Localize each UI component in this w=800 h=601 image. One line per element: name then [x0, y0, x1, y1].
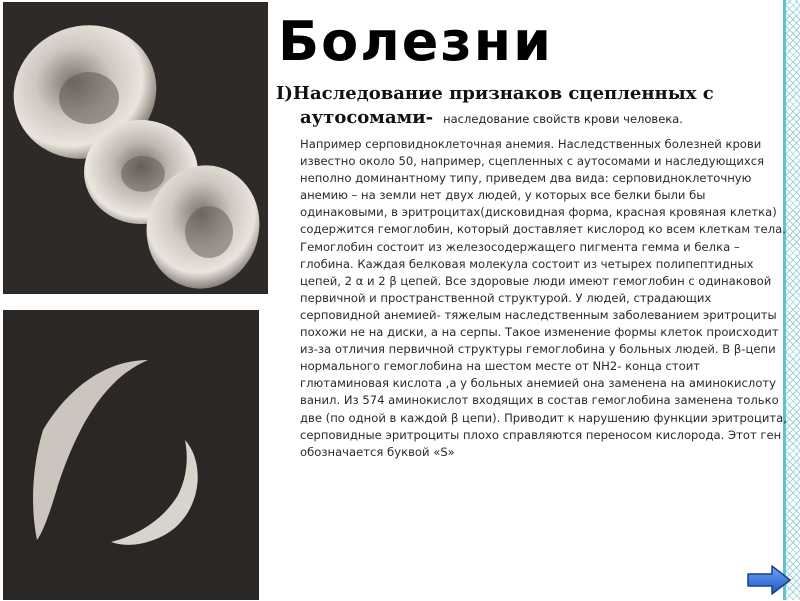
heading-line-1: I)Наследование признаков сцепленных с: [276, 83, 714, 104]
next-slide-button[interactable]: [746, 563, 792, 597]
sickle-cells-photo: [3, 310, 259, 600]
slide-title: Болезни: [278, 10, 553, 73]
arrow-right-icon: [746, 563, 792, 597]
section-heading: [276, 82, 776, 131]
normal-erythrocytes-photo: [3, 2, 268, 294]
heading-line-2-wrap: [276, 106, 776, 131]
heading-line-2: аутосомами-: [300, 107, 434, 128]
heading-inline-text: наследование свойств крови человека.: [443, 112, 683, 126]
body-paragraph: Например серповидноклеточная анемия. Наследственных болезней крови известно около 50, например, сцепленных с аутосомами и наследующихся неполно доминантному типу, приведем два вида: серповидноклеточную анемию – на земли нет двух людей, у которых все белки были бы одинаковыми, в эритроцитах(дисковидная форма, красная кровяная клетка) содержится гемоглобин, который доставляет кислород ко всем клеткам тела. Гемоглобин состоит из железосодержащего пигмента гемма и белка – глобина. Каждая белковая молекула состоит из четырех полипептидных цепей, 2 α и 2 β цепей. Все здоровые люди имеют гемоглобин с одинаковой первичной и пространственной структурой. У людей, страдающих серповидной анемией- тяжелым наследственным заболеванием эритроциты похожи не на диски, а на серпы. Такое изменение формы клеток происходит из-за отличия первичной структуры гемоглобина у больных людей. В β-цепи нормального гемоглобина на шестом месте от NH2- конца стоит глютаминовая кислота ,а у больных анемией она заменена на аминокислоту ванил. Из 574 аминокислот входящих в состав гемоглобина заменена только две (по одной в каждой β цепи). Приводит к нарушению функции эритроцита, серповидные эритроциты плохо справляются переносом кислорода. Этот ген обозначается буквой «S»: [300, 137, 787, 459]
